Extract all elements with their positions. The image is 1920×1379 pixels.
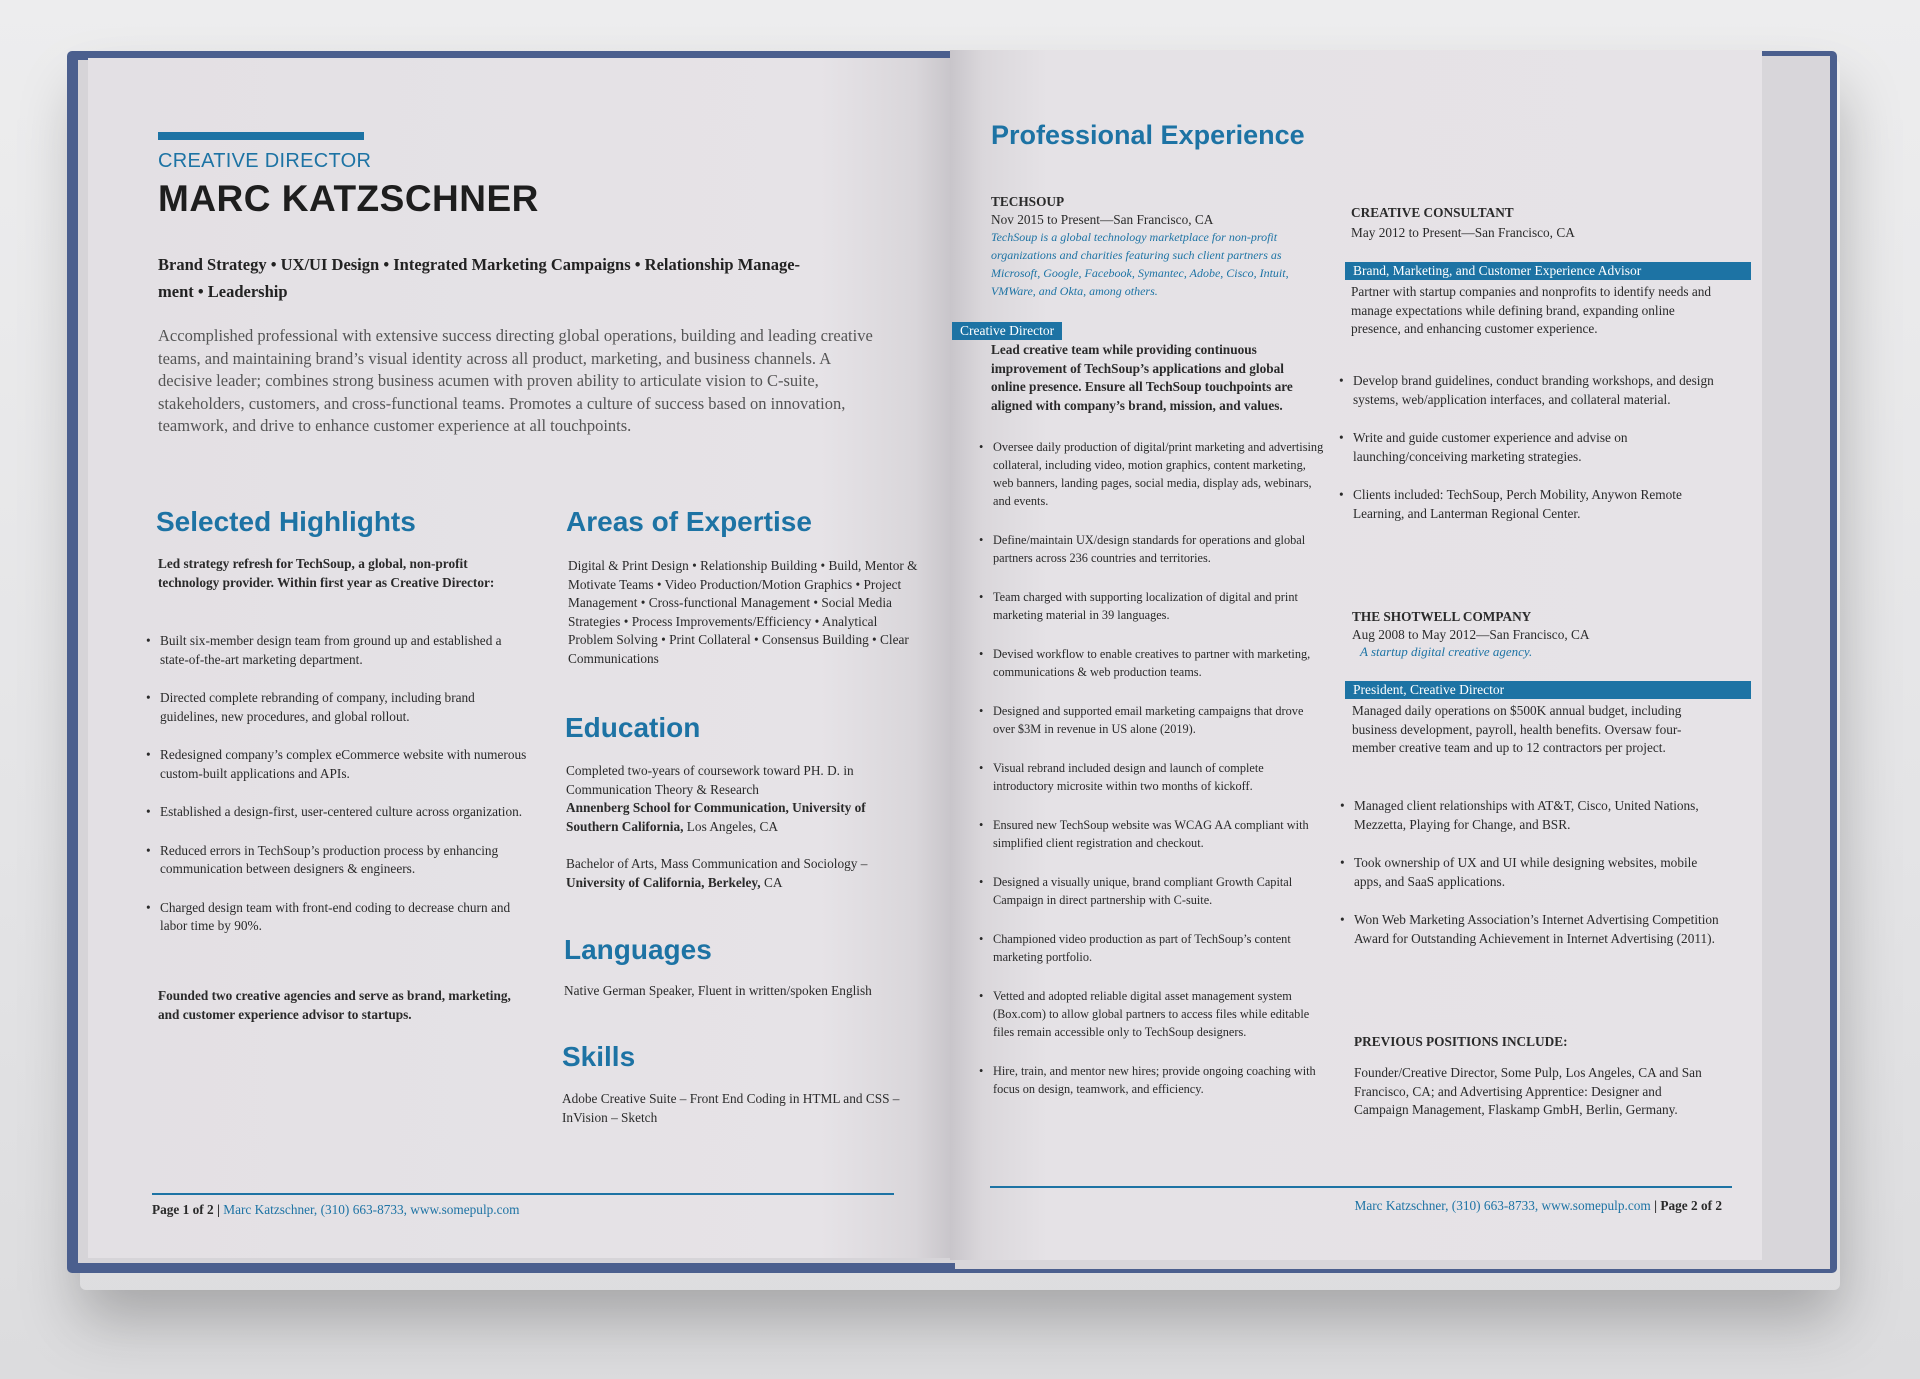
page-number: Page 1 of 2: [152, 1202, 214, 1217]
footer-separator: |: [1654, 1198, 1657, 1213]
education-coursework: Completed two-years of coursework toward PH. D. in Communication Theory & Research: [566, 763, 854, 797]
techsoup-list: [979, 438, 1324, 1098]
education-degree: Bachelor of Arts, Mass Communication and Sociology –: [566, 856, 868, 871]
list-item: • Oversee daily production of digital/print marketing and advertising collateral, including video, motion graphics, content marketing, web banners, landing pages, social media, display ads, webinars, and events.: [979, 438, 1324, 510]
company-description: A startup digital creative agency.: [1360, 644, 1533, 659]
list-item: • Designed and supported email marketing campaigns that drove over $3M in revenue in US alone (2019).: [979, 702, 1324, 738]
expertise-text: Digital & Print Design • Relationship Building • Build, Mentor & Motivate Teams • Video Production/Motion Graphics • Project Management • Cross-functional Management • Social Media Strategies • Process Improvements/Efficiency • Analytical Problem Solving • Print Collateral • Consensus Building • Clear Communications: [568, 558, 918, 666]
page-footer: [1355, 1197, 1723, 1216]
skills-text: Adobe Creative Suite – Front End Coding in HTML and CSS – InVision – Sketch: [562, 1091, 900, 1125]
position-summary: Managed daily operations on $500K annual budget, including business development, payroll, health benefits. Oversaw four-member creative team and up to 12 contractors per project.: [1352, 703, 1682, 755]
list-item: • Hire, train, and mentor new hires; provide ongoing coaching with focus on design, teamwork, and efficiency.: [979, 1062, 1324, 1098]
company-name: TECHSOUP: [991, 194, 1065, 209]
resume-page-1: [88, 58, 950, 1258]
education-location: Los Angeles, CA: [683, 818, 779, 834]
education-school: Annenberg School for Communication, University of Southern California,: [566, 800, 866, 834]
education-entry-2: [566, 855, 916, 892]
position-tag: Creative Director: [952, 322, 1062, 340]
company-name: CREATIVE CONSULTANT: [1351, 205, 1514, 220]
position-tag: Brand, Marketing, and Customer Experience Advisor: [1345, 262, 1751, 280]
keyword-line: [158, 251, 878, 305]
list-item: • Ensured new TechSoup website was WCAG AA compliant with simplified client registration and checkout.: [979, 816, 1324, 852]
list-item: • Clients included: TechSoup, Perch Mobility, Anywon Remote Learning, and Lanterman Regional Center.: [1339, 486, 1721, 523]
footer-contact: Marc Katzschner, (310) 663-8733, www.somepulp.com: [1354, 1198, 1651, 1213]
company-dates: May 2012 to Present—San Francisco, CA: [1351, 225, 1575, 240]
education-heading: Education: [565, 712, 701, 743]
keywords-line-1: Brand Strategy • UX/UI Design • Integrated Marketing Campaigns • Relationship Manage-: [158, 255, 801, 274]
skills-heading: Skills: [562, 1041, 636, 1072]
position-tag: President, Creative Director: [1345, 681, 1751, 699]
company-dates: Aug 2008 to May 2012—San Francisco, CA: [1352, 627, 1590, 642]
languages-heading: Languages: [564, 934, 712, 965]
list-item: • Define/maintain UX/design standards for operations and global partners across 236 countries and territories.: [979, 531, 1324, 567]
previous-positions-heading: PREVIOUS POSITIONS INCLUDE:: [1354, 1034, 1568, 1049]
education-entry-1: [566, 762, 916, 836]
expertise-heading: Areas of Expertise: [566, 506, 812, 537]
page-footer: [152, 1201, 520, 1220]
consultant-list: [1339, 372, 1721, 523]
list-item: • Won Web Marketing Association’s Internet Advertising Competition Award for Outstanding Achievement in Internet Advertising (2011).: [1340, 911, 1720, 948]
highlights-heading: Selected Highlights: [156, 506, 416, 537]
list-item: • Built six-member design team from ground up and established a state-of-the-art marketing department.: [146, 632, 528, 669]
header-accent-bar: [158, 132, 364, 140]
position-summary: Partner with startup companies and nonprofits to identify needs and manage expectations while defining brand, expanding online presence, and enhancing customer experience.: [1351, 284, 1712, 336]
keywords-line-2: ment • Leadership: [158, 282, 288, 301]
shotwell-list: [1340, 797, 1720, 948]
education-location: CA: [760, 874, 783, 890]
list-item: • Reduced errors in TechSoup’s production process by enhancing communication between designers & engineers.: [146, 842, 528, 879]
list-item: • Managed client relationships with AT&T, Cisco, United Nations, Mezzetta, Playing for Change, and BSR.: [1340, 797, 1720, 834]
footer-separator: |: [217, 1202, 220, 1217]
education-school: University of California, Berkeley,: [566, 874, 761, 890]
list-item: • Develop brand guidelines, conduct branding workshops, and design systems, web/application interfaces, and collateral material.: [1339, 372, 1721, 409]
list-item: • Championed video production as part of TechSoup’s content marketing portfolio.: [979, 930, 1324, 966]
company-description: TechSoup is a global technology marketplace for non-profit organizations and charities featuring such client partners as Microsoft, Google, Facebook, Symantec, Adobe, Cisco, Intuit, VMWare, and Okta, among others.: [991, 230, 1289, 298]
list-item: • Charged design team with front-end coding to decrease churn and labor time by 90%.: [146, 899, 528, 936]
position-summary: Lead creative team while providing continuous improvement of TechSoup’s applications and global online presence. Ensure all TechSoup touchpoints are aligned with company’s brand, mission, and values.: [991, 342, 1293, 413]
list-item: • Team charged with supporting localization of digital and print marketing material in 39 languages.: [979, 588, 1324, 624]
list-item: • Devised workflow to enable creatives to partner with marketing, communications & web production teams.: [979, 645, 1324, 681]
candidate-name: MARC KATZSCHNER: [158, 178, 539, 219]
footer-divider: [990, 1186, 1732, 1188]
highlights-closing: Founded two creative agencies and serve as brand, marketing, and customer experience advisor to startups.: [158, 988, 511, 1022]
company-dates: Nov 2015 to Present—San Francisco, CA: [991, 212, 1214, 227]
previous-positions-text: Founder/Creative Director, Some Pulp, Los Angeles, CA and San Francisco, CA; and Advertising Apprentice: Designer and Campaign Management, Flaskamp GmbH, Berlin, Germany.: [1354, 1065, 1702, 1117]
experience-heading: Professional Experience: [991, 120, 1305, 150]
languages-text: Native German Speaker, Fluent in written/spoken English: [564, 983, 872, 998]
list-item: • Directed complete rebranding of company, including brand guidelines, new procedures, and global rollout.: [146, 689, 528, 726]
footer-divider: [152, 1193, 894, 1195]
page-number: Page 2 of 2: [1660, 1198, 1722, 1213]
list-item: • Took ownership of UX and UI while designing websites, mobile apps, and SaaS applications.: [1340, 854, 1720, 891]
resume-page-2: [950, 50, 1762, 1260]
list-item: • Redesigned company’s complex eCommerce website with numerous custom-built applications and APIs.: [146, 746, 528, 783]
list-item: • Designed a visually unique, brand compliant Growth Capital Campaign in direct partnership with C-suite.: [979, 873, 1324, 909]
professional-summary: Accomplished professional with extensive success directing global operations, building and leading creative teams, and maintaining brand’s visual identity across all product, marketing, and business channels. A decisive leader; combines strong business acumen with proven ability to articulate vision to C-suite, stakeholders, customers, and cross-functional teams. Promotes a culture of success based on innovation, teamwork, and drive to enhance customer experience at all touchpoints.: [158, 326, 873, 435]
list-item: • Write and guide customer experience and advise on launching/conceiving marketing strategies.: [1339, 429, 1721, 466]
list-item: • Visual rebrand included design and launch of complete introductory microsite within two months of kickoff.: [979, 759, 1324, 795]
company-name: THE SHOTWELL COMPANY: [1352, 609, 1532, 624]
highlights-intro: Led strategy refresh for TechSoup, a global, non-profit technology provider. Within first year as Creative Director:: [158, 556, 495, 590]
highlights-list: [146, 632, 528, 936]
list-item: • Vetted and adopted reliable digital asset management system (Box.com) to allow global partners to access files while editable files remain accessible only to TechSoup designers.: [979, 987, 1324, 1041]
job-title: CREATIVE DIRECTOR: [158, 150, 372, 172]
list-item: • Established a design-first, user-centered culture across organization.: [146, 803, 528, 822]
footer-contact: Marc Katzschner, (310) 663-8733, www.somepulp.com: [223, 1202, 520, 1217]
